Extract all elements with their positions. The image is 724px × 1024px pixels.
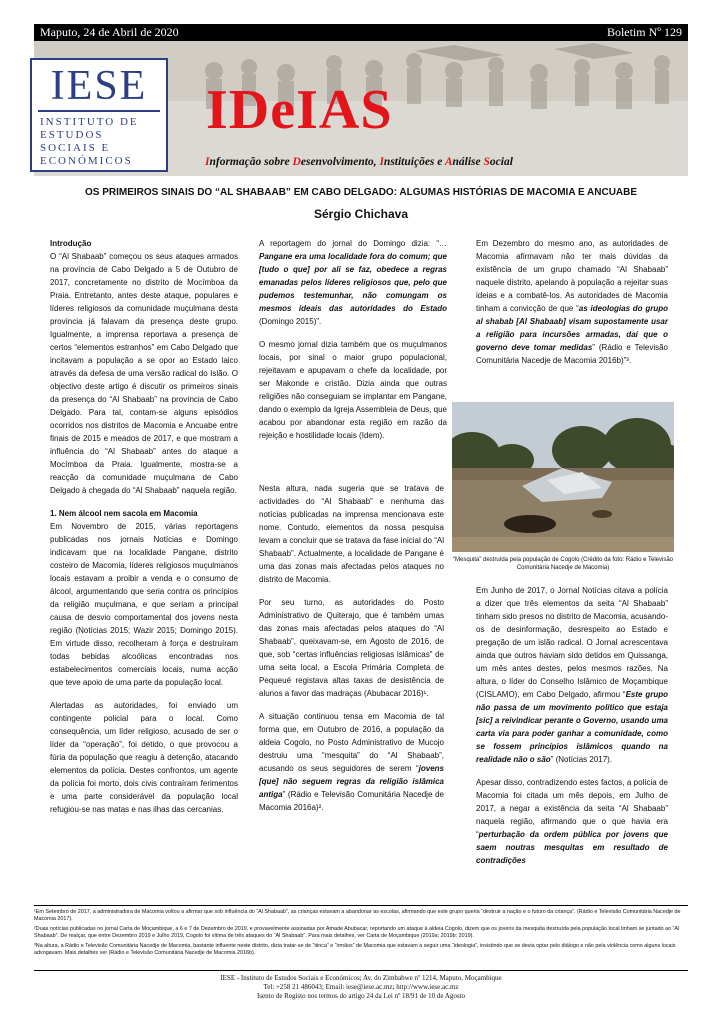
logo-line: ECONÓMICOS	[40, 155, 133, 167]
masthead-title: IDeIAS	[206, 79, 393, 141]
section-heading: 1. Nem álcool nem sacola em Macomia	[50, 509, 198, 518]
footer-registration: Isento de Registo nos termos do artigo 24 da Lei nº 18/91 de 10 de Agosto	[256, 992, 466, 1000]
logo-line: SOCIAIS E	[40, 142, 111, 154]
column-3	[476, 237, 668, 377]
paragraph: Em Junho de 2017, o Jornal Notícias citava a polícia a dizer que três elementos da seita “Al Shabaab” tinham sido presos no distrito de Macomia, acusando-os de desinformação, desrespeito ao Estado e pregação de um islão radical. O Jornal acrescentava ainda que outros haviam sido detidos em Quissanga, um mês antes destes, pelos mesmos razões. Na altura, o líder do Conselho Islâmico de Moçambique (CISLAMO), em Cabo Delgado, afirmou “Este grupo não passa de um movimento político que estaja [sic] a reivindicar perante o Governo, usando uma carta via para poder ganhar a comunidade, como se fossem princípios islâmicos quando na realidade não o são” (Notícias 2017).	[476, 586, 668, 764]
bulletin-number: Boletim Nº 129	[606, 25, 682, 39]
footnote: ³Na altura, a Rádio e Televisão Comunitária Nacedje de Macomia, bastante influente neste distrito, dizia tratar-se de “tiinca” e “irmãos” de Macomia que estavam a seguir uma “ideologia”, insistindo que se devia optar pelo diálogo e não pela violência como alguns locais advogavam. Mais detalhes ver (Rádio e Televisão Comunitária Nacedje de Macomia 2016b).	[34, 943, 676, 956]
footnote: ²Duas notícias publicadas no jornal Carta de Moçambique, a 6 e 7 de Dezembro de 2019, e provavelmente assinadas por Amade Abubacar, reportando um ataque à aldeia Cogolo, dizem que os jovens da mesquita destruída pela população local tinham se juntado ao “Al Shabaab”. De realçar, que entre Dezembro 2019 e Julho 2019, Cogolo foi vítima de três ataques do “Al Shabaab”. Para mais detalhes, ver Carta de Moçambique (2019a; 2019b; 2019).	[34, 926, 680, 939]
footnote: ¹Em Setembro de 2017, a administradora de Macomia voltou a afirmar que sob influência do “Al Shabaab”, as crianças estavam a abandonar as escolas, afirmando que este grupo queria “destruir a nação e o futuro da criança”. (Rádio e Televisão Comunitária Nacedje de Macomia 2017).	[34, 909, 681, 922]
issue-date: Maputo, 24 de Abril de 2020	[40, 25, 179, 39]
article-title: OS PRIMEIROS SINAIS DO “AL SHABAAB” EM CABO DELGADO: ALGUMAS HISTÓRIAS DE MACOMIA E ANCUABE	[84, 187, 638, 198]
paragraph: Alertadas as autoridades, foi enviado um contingente policial para o local. Como consequência, um líder religioso, acusado de ser o líder da “operação”, foi detido, o que provocou a fúria da população que reagiu à detenção, atacando elementos da polícia. Destes confrontos, um agente da polícia foi morto, dois civis contraíram ferimentos e uma parte considerável da população local refugiou-se nas matas e nas ilhas das cercanias.	[50, 701, 238, 814]
column-2-continued	[259, 482, 444, 824]
logo-divider	[38, 110, 160, 112]
logo-acronym: IESE	[50, 63, 148, 109]
paragraph: Em Dezembro do mesmo ano, as autoridades de Macomia afirmavam não ter mais dúvidas da existência de um grupo chamado “Al Shabaab” naquele distrito, apelando à população a rejeitar suas ideias e a combatê-los. As autoridades de Macomia tinham a convicção de que “as ideologias do grupo al shabab [Al Shabaab] visam supostamente usar a religião para incursões armadas, daí que o governo deve tomar medidas” (Rádio e Televisão Comunitária Nacedje de Macomia 2016b)”³.	[476, 239, 668, 365]
paragraph: A situação continuou tensa em Macomia de tal forma que, em Outubro de 2016, a população da aldeia Cogolo, no Posto Administrativo de Mucojo destruiu uma “mesquita” do “Al Shabaab”, acusando os seus seguidores de serem “jovens [que] não seguem regras da religião islâmica antiga” (Rádio e Televisão Comunitária Nacedje de Macomia 2016a)².	[259, 712, 444, 812]
paragraph: O mesmo jornal dizia também que os muçulmanos locais, por sinal o maior grupo populacional, rejeitavam e apupavam o chefe da localidade, por ser Makonde e cristão. Dizia ainda que outras religiões não conseguiam se implantar em Pangane, dando o exemplo da Igreja Assembleia de Deus, que acabou por abandonar esta região em razão da rejeição e hostilidade locais (Idem).	[259, 340, 447, 440]
logo-line: ESTUDOS	[40, 129, 104, 141]
paragraph: Nesta altura, nada sugeria que se tratava de actividades do “Al Shabaab” e nenhuma das notícias publicadas na imprensa mencionava este nome. Contudo, elementos da nossa pesquisa levam a concluir que se tratava da fase inicial do “Al Shabaab”. Actualmente, a localidade de Pangane é uma das zonas mais afectadas pelos ataques no distrito de Macomia.	[259, 484, 444, 584]
column-3-continued	[476, 584, 668, 877]
footer-contact: Tel: +258 21 486043; Email: iese@iese.ac.mz; http://www.iese.ac.mz	[263, 983, 459, 991]
paragraph: Apesar disso, contradizendo estes factos, a polícia de Macomia foi citada um mês depois, em Julho de 2017, a negar a existência da seita “Al Shabaab” naquela região, afirmando que o que havia era “perturbação da ordem pública por jovens que saem noutras mesquitas em resultado de contradições	[476, 778, 668, 865]
section-heading: Introdução	[50, 239, 92, 248]
footnotes	[34, 905, 688, 960]
destroyed-mosque-photo	[452, 402, 674, 552]
logo-line: INSTITUTO DE	[40, 116, 139, 128]
masthead-tagline: Informação sobre Desenvolvimento, Instituições e Análise Social	[205, 156, 513, 168]
article-author: Sérgio Chichava	[313, 207, 409, 221]
iese-logo	[30, 58, 168, 172]
header-bar	[34, 24, 688, 41]
paragraph: Por seu turno, as autoridades do Posto Administrativo de Quiterajo, que é também umas das zonas mais afectadas pelos ataques do “Al Shabaab”, queixavam-se, em Agosto de 2016, de que, sob “certas influências religiosas islâmicas” de uma seita local, a Escola Primária Completa de Pequeué registava altas taxas de desistência de alunos a favor das madraças (Abubacar 2016)¹.	[259, 598, 444, 698]
photo-caption: “Mesquita” destruída pela população de Cogolo (Crédito da foto: Rádio e Televisão Comunitária Nacedje de Macomia)	[452, 557, 674, 571]
column-1	[50, 237, 238, 826]
paragraph: O “Al Shabaab” começou os seus ataques armados na província de Cabo Delgado a 5 de Outubro de 2017, concretamente no distrito de Mocímboa da Praia. Entretanto, antes deste ataque, populares e líderes religiosos da comunidade muçulmana desta província já falavam da presença deste grupo. Igualmente, a imprensa reportava a presença de certos “elementos estranhos” em Cabo Delgado que incitavam a população a se opor ao Estado laico através da defesa de uma versão radical do Islão. O objectivo deste artigo é discutir os primeiros sinais da presença do “Al Shabaab” na província de Cabo Delgado. Para tal, contam-se alguns episódios ocorridos nos distritos de Macomia e Ancuabe entre finais de 2015 e meados de 2017, e que mostram a influência do “Al Shabaab” antes do ataque a Mocímboa da Praia. Igualmente, mostra-se a reacção da comunidade muçulmana de Cabo Delgado à chegada do “Al Shabaab” naquela região.	[50, 252, 238, 495]
footer-address: IESE - Instituto de Estudos Sociais e Económicos; Av. do Zimbabwe nº 1214, Maputo, Moçambique	[220, 974, 502, 982]
page-footer	[34, 970, 688, 1001]
column-2	[259, 237, 447, 452]
paragraph: Em Novembro de 2015, várias reportagens publicadas nos jornais Notícias e Domingo indicavam que na localidade Pangane, distrito costeiro de Macomia, líderes religiosos muçulmanos locais estavam a proibir a venda e o consumo de álcool, argumentando que seria contra os princípios da religião muçulmana, e que seriam a principal causa de desvio comportamental dos jovens nesta região (Notícias 2015; Wazir 2015; Domingo 2015). Em virtude disso, recolheram à força e destruíram todas bebidas alcoólicas encontradas nos estabelecimentos comerciais locais, numa acção que teve apoio de uma parte da população local.	[50, 522, 238, 687]
paragraph: A reportagem do jornal do Domingo dizia: “… Pangane era uma localidade fora do comum; que [tudo o que] por ali se faz, obedece a regras emanadas pelos líderes religiosos que, pelo que pudemos testemunhar, não comungam os mesmos ideais das autoridades do Estado (Domingo 2015)”.	[259, 239, 447, 326]
